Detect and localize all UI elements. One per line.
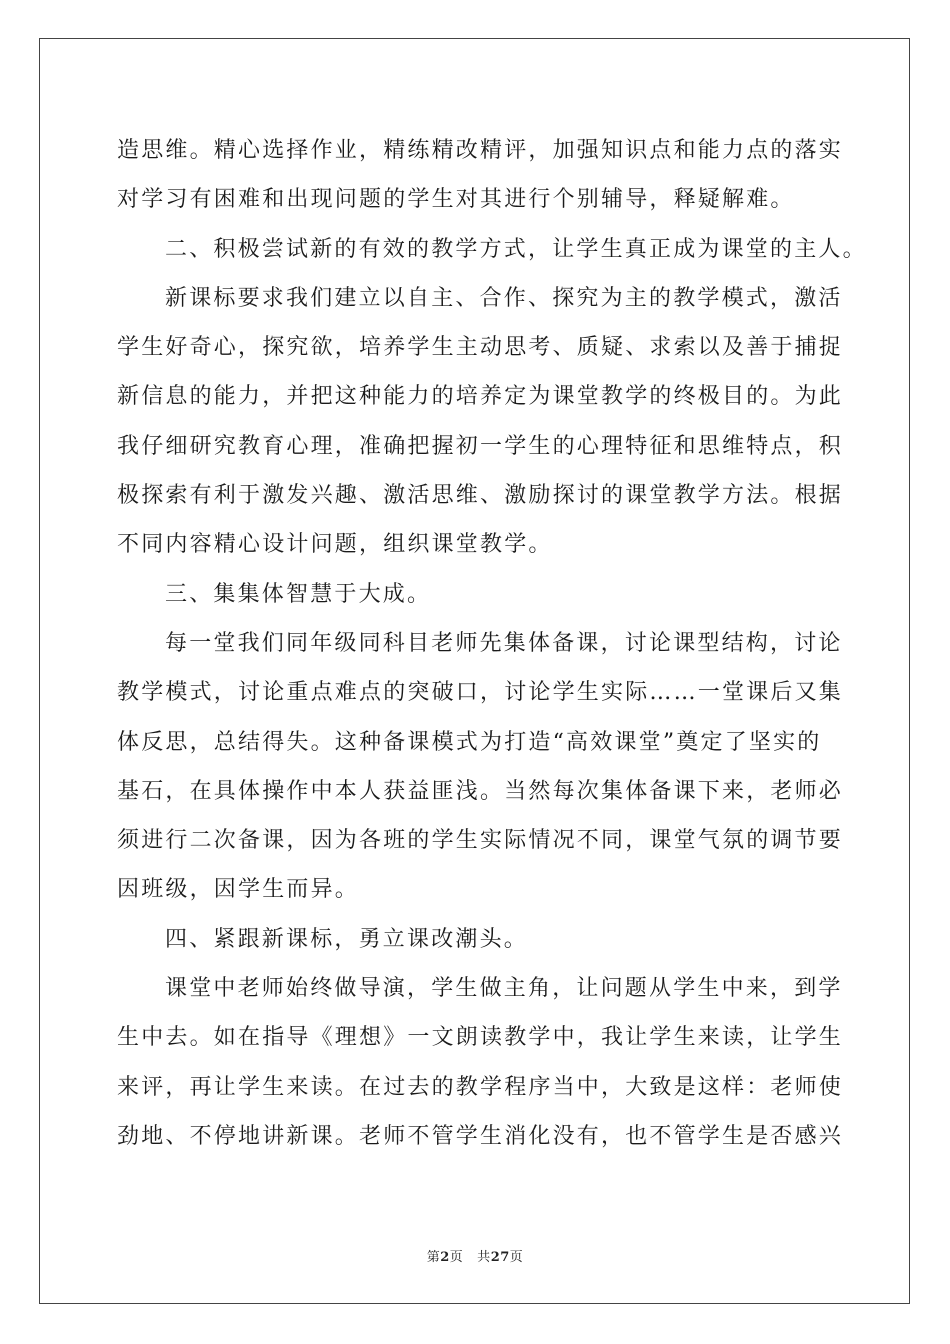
- text-line: 我仔细研究教育心理，准确把握初一学生的心理特征和思维特点，积: [117, 433, 844, 459]
- page-footer: [0, 1246, 950, 1265]
- text-line: 对学习有困难和出现问题的学生对其进行个别辅导，释疑解难。: [117, 187, 795, 213]
- text-line: 学生好奇心，探究欲，培养学生主动思考、质疑、求索以及善于捕捉: [117, 335, 844, 361]
- text-line: 生中去。如在指导《理想》一文朗读教学中，我让学生来读，让学生: [117, 1025, 844, 1051]
- page-suffix: 页: [449, 1250, 464, 1265]
- page-prefix: 第: [426, 1250, 441, 1265]
- text-line: 教学模式，讨论重点难点的突破口，讨论学生实际……一堂课后又集: [117, 680, 844, 706]
- text-line: 新信息的能力，并把这种能力的培养定为课堂教学的终极目的。为此: [117, 384, 844, 410]
- total-suffix: 页: [509, 1250, 524, 1265]
- text-line: 课堂中老师始终做导演，学生做主角，让问题从学生中来，到学: [165, 976, 843, 1002]
- text-line: 来评，再让学生来读。在过去的教学程序当中，大致是这样：老师使: [117, 1074, 844, 1100]
- document-body: [117, 126, 867, 1161]
- text-line: 须进行二次备课，因为各班的学生实际情况不同，课堂气氛的调节要: [117, 828, 844, 854]
- text-line: 基石，在具体操作中本人获益匪浅。当然每次集体备课下来，老师必: [117, 778, 844, 804]
- text-line: 四、紧跟新课标，勇立课改潮头。: [165, 926, 529, 952]
- text-line: 每一堂我们同年级同科目老师先集体备课，讨论课型结构，讨论: [165, 630, 843, 656]
- total-prefix: 共: [477, 1250, 491, 1265]
- text-line: 因班级，因学生而异。: [117, 877, 360, 903]
- text-line: 体反思，总结得失。这种备课模式为打造“高效课堂”奠定了坚实的: [117, 729, 822, 755]
- total-pages-number: 27: [490, 1250, 510, 1265]
- text-line: 不同内容精心设计问题，组织课堂教学。: [117, 532, 553, 558]
- text-line: 新课标要求我们建立以自主、合作、探究为主的教学模式，激活: [165, 285, 843, 311]
- text-line: 二、积极尝试新的有效的教学方式，让学生真正成为课堂的主人。: [165, 236, 867, 262]
- text-line: 极探索有利于激发兴趣、激活思维、激励探讨的课堂教学方法。根据: [117, 483, 844, 509]
- text-line: 劲地、不停地讲新课。老师不管学生消化没有，也不管学生是否感兴: [117, 1123, 844, 1149]
- current-page-number: 2: [440, 1250, 450, 1265]
- text-line: 造思维。精心选择作业，精练精改精评，加强知识点和能力点的落实: [117, 138, 844, 163]
- text-line: 三、集集体智慧于大成。: [165, 581, 432, 607]
